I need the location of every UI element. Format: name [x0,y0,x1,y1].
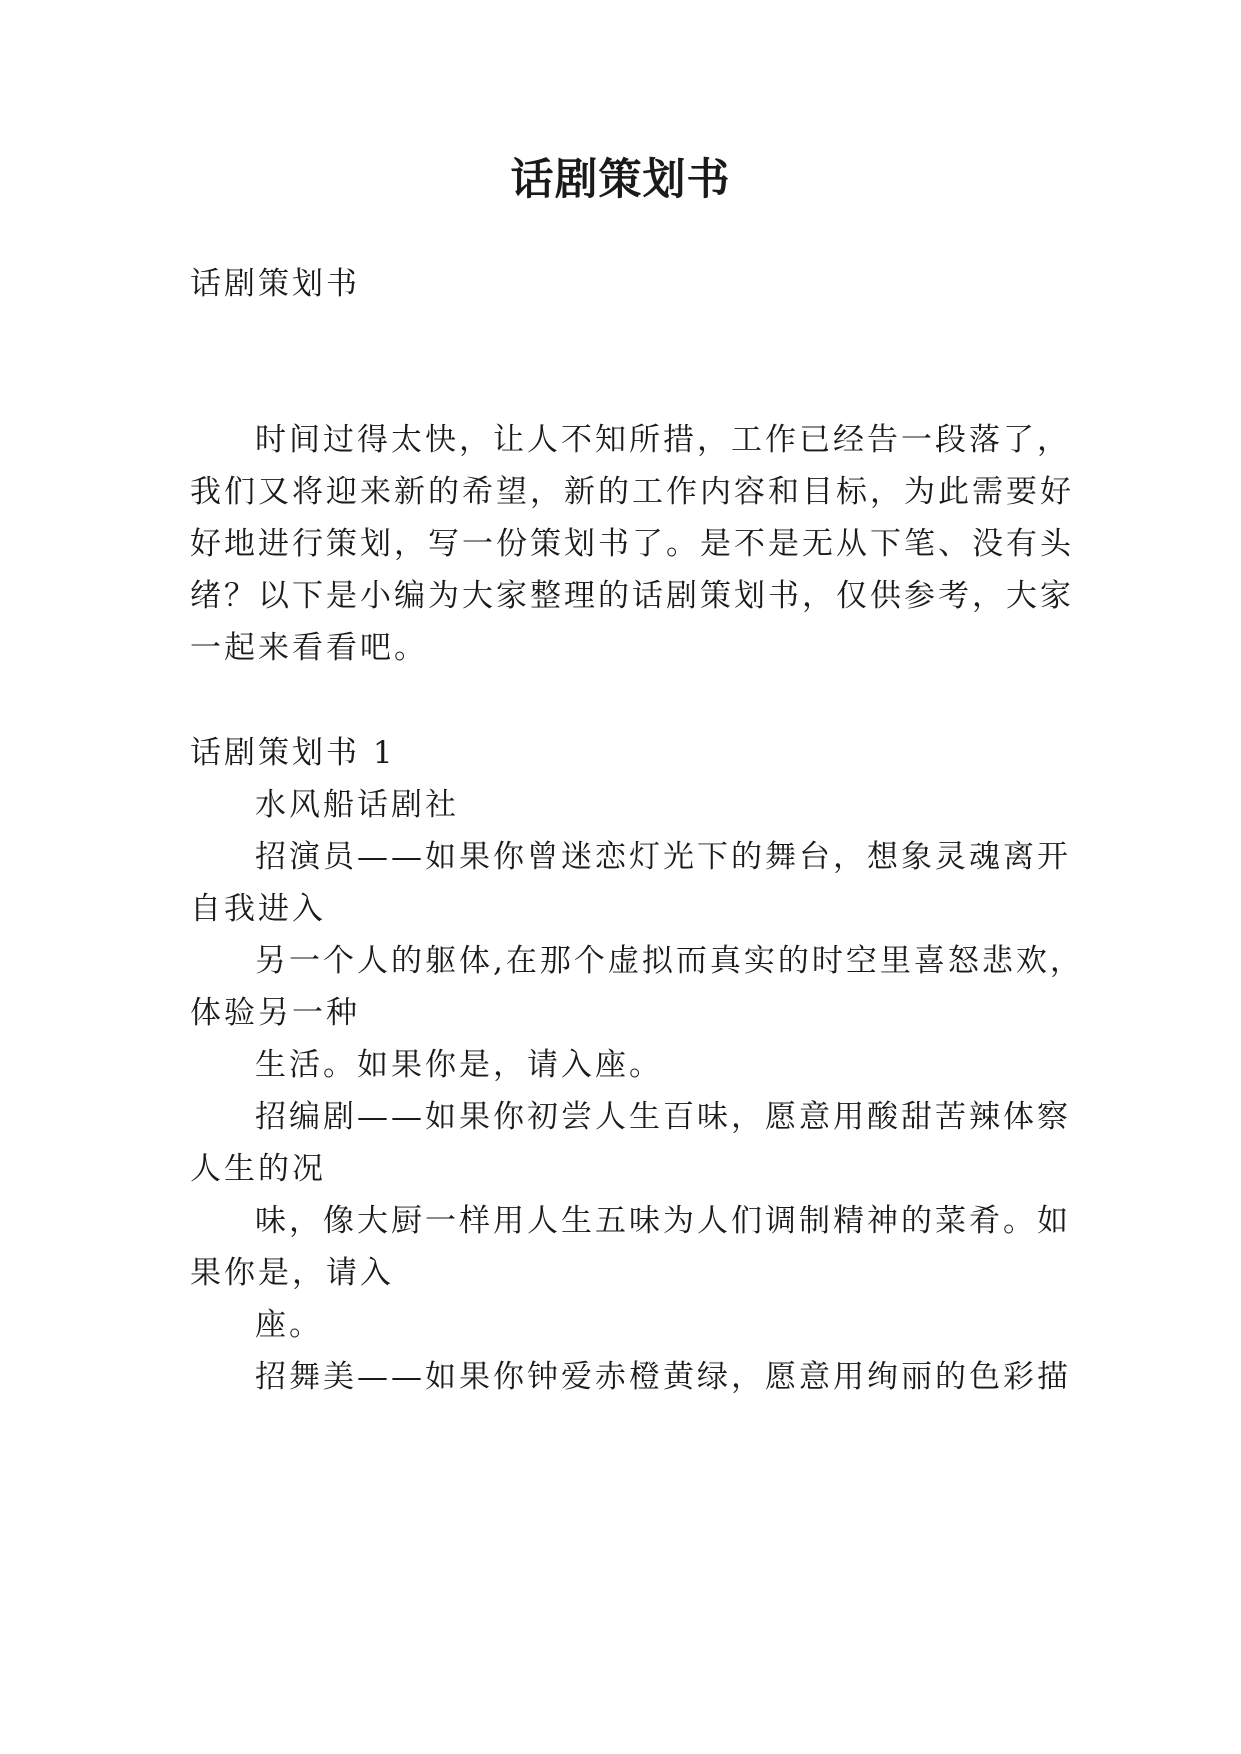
body-line: 招编剧——如果你初尝人生百味，愿意用酸甜苦辣体察 [255,1099,1071,1135]
body-line: 人生的况 [190,1151,326,1187]
intro-line: 一起来看看吧。 [190,630,428,666]
body-line: 体验另一种 [190,995,360,1031]
document-title: 话剧策划书 [510,155,731,205]
body-line: 果你是，请入 [190,1255,394,1291]
body-line: 座。 [255,1307,323,1343]
body-line: 水风船话剧社 [255,787,459,823]
body-line: 自我进入 [190,891,326,927]
intro-line: 好地进行策划，写一份策划书了。是不是无从下笔、没有头 [190,526,1074,562]
section-heading: 话剧策划书 1 [190,735,396,771]
body-line: 另一个人的躯体,在那个虚拟而真实的时空里喜怒悲欢， [255,943,1084,979]
body-line: 招演员——如果你曾迷恋灯光下的舞台，想象灵魂离开 [255,839,1071,875]
body-line: 味，像大厨一样用人生五味为人们调制精神的菜肴。如 [255,1203,1071,1239]
intro-line: 时间过得太快，让人不知所措，工作已经告一段落了， [255,422,1071,458]
intro-line: 我们又将迎来新的希望，新的工作内容和目标，为此需要好 [190,474,1074,510]
document-subtitle: 话剧策划书 [190,266,360,302]
body-line: 生活。如果你是，请入座。 [255,1047,663,1083]
body-line: 招舞美——如果你钟爱赤橙黄绿，愿意用绚丽的色彩描 [255,1359,1071,1395]
intro-line: 绪？以下是小编为大家整理的话剧策划书，仅供参考，大家 [190,578,1074,614]
